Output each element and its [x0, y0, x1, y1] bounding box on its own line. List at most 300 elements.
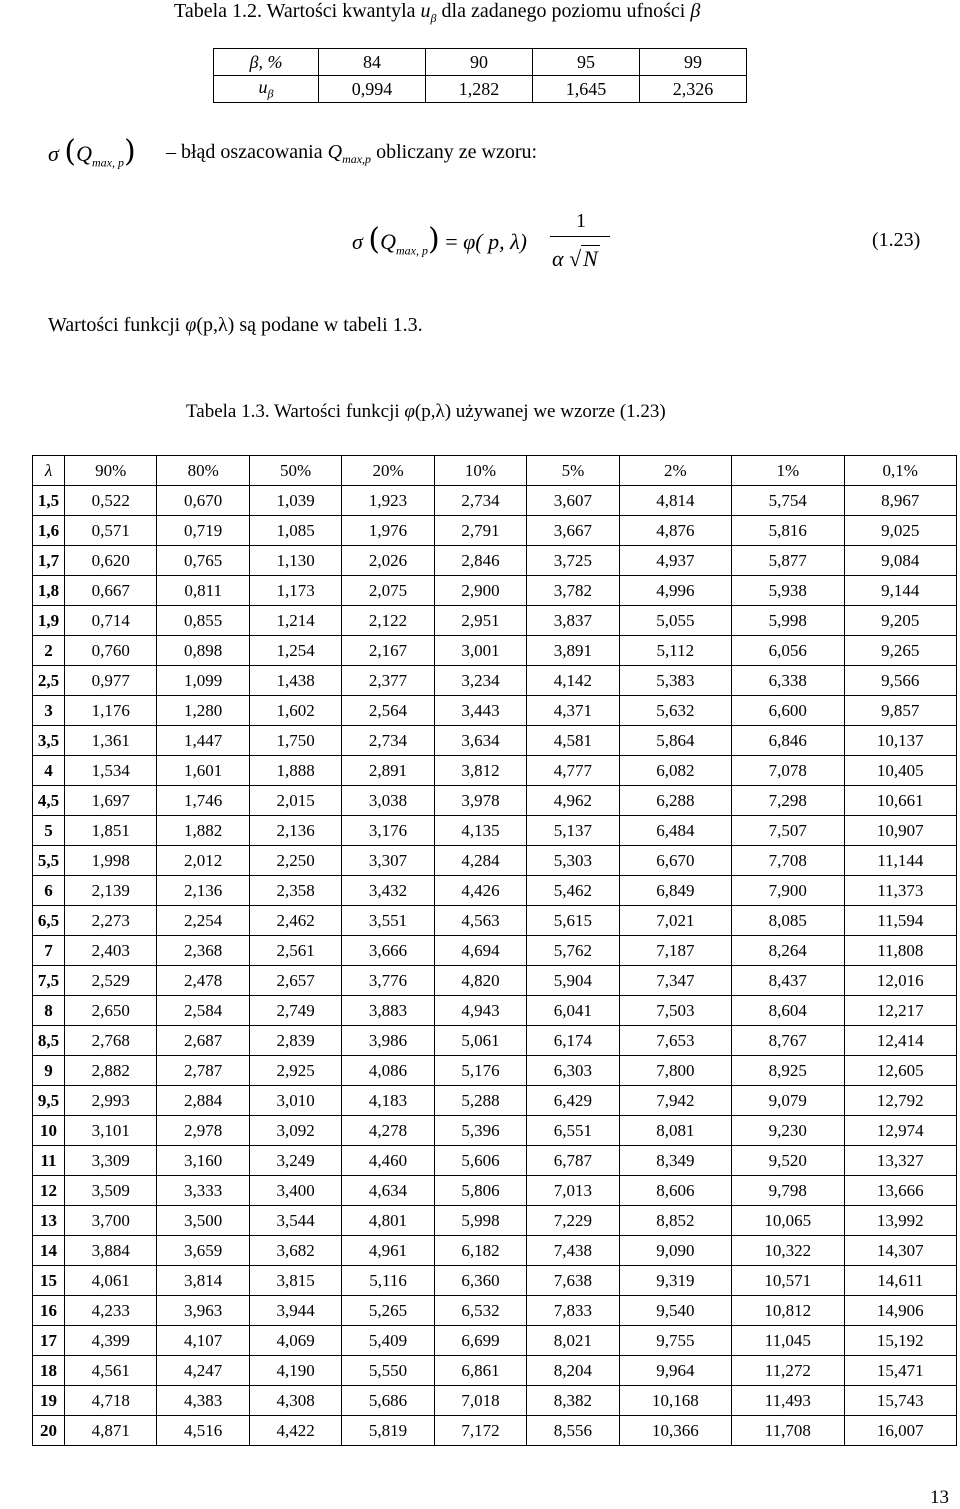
- table-row: [33, 756, 957, 786]
- table-cell: 9,265: [844, 636, 956, 666]
- table-cell: 4,086: [342, 1056, 434, 1086]
- u-symbol: u: [420, 0, 431, 22]
- table-cell: 7,942: [619, 1086, 731, 1116]
- table-cell: 4,876: [619, 516, 731, 546]
- column-header: 0,1%: [844, 456, 956, 486]
- table-cell: 3,986: [342, 1026, 434, 1056]
- table-cell: 3,891: [527, 636, 619, 666]
- table-cell: 13,666: [844, 1176, 956, 1206]
- table-cell: 1,602: [249, 696, 341, 726]
- lambda-cell: 11: [33, 1146, 65, 1176]
- table-row: [33, 576, 957, 606]
- table-cell: 2,900: [434, 576, 526, 606]
- lambda-cell: 10: [33, 1116, 65, 1146]
- table-cell: 1,447: [157, 726, 249, 756]
- table-cell: 4,069: [249, 1326, 341, 1356]
- table-cell: 0,855: [157, 606, 249, 636]
- table-cell: 10,065: [732, 1206, 844, 1236]
- table-cell: 14,906: [844, 1296, 956, 1326]
- lambda-cell: 2,5: [33, 666, 65, 696]
- table-cell: 10,366: [619, 1416, 731, 1446]
- table-cell: 9,964: [619, 1356, 731, 1386]
- table-cell: 1,746: [157, 786, 249, 816]
- beta-symbol: β: [690, 0, 701, 22]
- table-cell: 9,230: [732, 1116, 844, 1146]
- table-cell: 1,882: [157, 816, 249, 846]
- lambda-cell: 6,5: [33, 906, 65, 936]
- table-cell: 11,594: [844, 906, 956, 936]
- fraction-denominator: [552, 246, 600, 272]
- table-cell: 4,937: [619, 546, 731, 576]
- table-cell: 2,250: [249, 846, 341, 876]
- lambda-cell: 19: [33, 1386, 65, 1416]
- table-cell: 1,888: [249, 756, 341, 786]
- table-cell: 6,600: [732, 696, 844, 726]
- table-cell: 2,136: [249, 816, 341, 846]
- table-cell: 1,214: [249, 606, 341, 636]
- table-cell: 2,882: [65, 1056, 157, 1086]
- table-cell: 6,174: [527, 1026, 619, 1056]
- table-cell: 0,760: [65, 636, 157, 666]
- phi-symbol: φ: [185, 314, 197, 336]
- table-row: [33, 726, 957, 756]
- lambda-cell: 6: [33, 876, 65, 906]
- table-cell: 5,303: [527, 846, 619, 876]
- column-header: 90%: [65, 456, 157, 486]
- column-header: 20%: [342, 456, 434, 486]
- table-cell: 2,884: [157, 1086, 249, 1116]
- table-cell: 6,056: [732, 636, 844, 666]
- table-cell: 4,634: [342, 1176, 434, 1206]
- table-cell: 3,667: [527, 516, 619, 546]
- table-row: [33, 816, 957, 846]
- table-cell: 5,819: [342, 1416, 434, 1446]
- table-cell: 8,382: [527, 1386, 619, 1416]
- table-cell: 7,638: [527, 1266, 619, 1296]
- left-paren: (: [64, 134, 77, 169]
- table-cell: 13,327: [844, 1146, 956, 1176]
- table-cell: 4,460: [342, 1146, 434, 1176]
- table-cell: 1,173: [249, 576, 341, 606]
- caption-text-mid: dla zadanego poziomu ufności: [436, 0, 691, 22]
- table-cell: 2,564: [342, 696, 434, 726]
- table-cell: 5,061: [434, 1026, 526, 1056]
- table-cell: 1,438: [249, 666, 341, 696]
- lambda-cell: 4,5: [33, 786, 65, 816]
- table-cell: 5,806: [434, 1176, 526, 1206]
- table-cell: 4,247: [157, 1356, 249, 1386]
- table-cell: 9,205: [844, 606, 956, 636]
- table-cell: 1,099: [157, 666, 249, 696]
- table-cell: 2,273: [65, 906, 157, 936]
- q-subscript: max, p: [395, 243, 428, 258]
- lambda-cell: 9: [33, 1056, 65, 1086]
- table-cell: 9,540: [619, 1296, 731, 1326]
- table-cell: 4,961: [342, 1236, 434, 1266]
- table-cell: 11,493: [732, 1386, 844, 1416]
- q-subscript: max, p: [91, 155, 124, 170]
- table-cell: 3,307: [342, 846, 434, 876]
- table-cell: 8,081: [619, 1116, 731, 1146]
- table-cell: 7,900: [732, 876, 844, 906]
- table-cell: 12,974: [844, 1116, 956, 1146]
- column-header: 80%: [157, 456, 249, 486]
- table-row: [33, 636, 957, 666]
- table-cell: 4,801: [342, 1206, 434, 1236]
- table-row: [33, 666, 957, 696]
- table-cell: 99: [640, 49, 747, 76]
- table-cell: 2,993: [65, 1086, 157, 1116]
- table-cell: 6,532: [434, 1296, 526, 1326]
- lambda-cell: 5: [33, 816, 65, 846]
- column-header: 2%: [619, 456, 731, 486]
- table-cell: 2,075: [342, 576, 434, 606]
- table-cell: 2,561: [249, 936, 341, 966]
- table-cell: 4,278: [342, 1116, 434, 1146]
- table-cell: 10,168: [619, 1386, 731, 1416]
- table-cell: 3,700: [65, 1206, 157, 1236]
- table-cell: 7,507: [732, 816, 844, 846]
- table-cell: 6,484: [619, 816, 731, 846]
- table-row: [214, 76, 747, 103]
- table-cell: 0,719: [157, 516, 249, 546]
- table-cell: 1,750: [249, 726, 341, 756]
- equation-number: (1.23): [872, 229, 921, 251]
- row-label-beta: β, %: [214, 49, 319, 76]
- table-cell: 5,686: [342, 1386, 434, 1416]
- table-cell: 7,018: [434, 1386, 526, 1416]
- table-cell: 6,360: [434, 1266, 526, 1296]
- table-row: [33, 936, 957, 966]
- table-cell: 1,176: [65, 696, 157, 726]
- table-cell: 0,714: [65, 606, 157, 636]
- table-cell: 3,309: [65, 1146, 157, 1176]
- table-cell: 0,977: [65, 666, 157, 696]
- table-cell: 12,792: [844, 1086, 956, 1116]
- table-cell: 6,429: [527, 1086, 619, 1116]
- table-cell: 4,135: [434, 816, 526, 846]
- table-cell: 6,041: [527, 996, 619, 1026]
- table-cell: 8,556: [527, 1416, 619, 1446]
- table-cell: 7,021: [619, 906, 731, 936]
- table-cell: 8,767: [732, 1026, 844, 1056]
- table-cell: 14,611: [844, 1266, 956, 1296]
- table-cell: 4,233: [65, 1296, 157, 1326]
- table-cell: 3,101: [65, 1116, 157, 1146]
- table-cell: 4,561: [65, 1356, 157, 1386]
- table-cell: 0,670: [157, 486, 249, 516]
- table-cell: 2,925: [249, 1056, 341, 1086]
- table-cell: 2,734: [434, 486, 526, 516]
- table-cell: 5,462: [527, 876, 619, 906]
- table-cell: 7,833: [527, 1296, 619, 1326]
- table-cell: 5,055: [619, 606, 731, 636]
- table-cell: 5,877: [732, 546, 844, 576]
- lambda-cell: 3,5: [33, 726, 65, 756]
- table-cell: 1,601: [157, 756, 249, 786]
- column-header: 5%: [527, 456, 619, 486]
- table-cell: 4,943: [434, 996, 526, 1026]
- table-cell: 6,699: [434, 1326, 526, 1356]
- table-cell: 3,666: [342, 936, 434, 966]
- table-cell: 8,967: [844, 486, 956, 516]
- fraction-line: [550, 236, 610, 237]
- table-cell: 6,082: [619, 756, 731, 786]
- phi-note: [48, 314, 423, 337]
- table-cell: 2,846: [434, 546, 526, 576]
- table-cell: 5,550: [342, 1356, 434, 1386]
- sigma-symbol: σ: [352, 229, 363, 254]
- table-row: [33, 1326, 957, 1356]
- table-cell: 4,563: [434, 906, 526, 936]
- table-cell: 1,282: [426, 76, 533, 103]
- table-cell: 9,079: [732, 1086, 844, 1116]
- table-cell: 16,007: [844, 1416, 956, 1446]
- table-row: [33, 876, 957, 906]
- table-cell: 5,112: [619, 636, 731, 666]
- table-cell: 2,787: [157, 1056, 249, 1086]
- table-cell: 5,396: [434, 1116, 526, 1146]
- table-cell: 9,755: [619, 1326, 731, 1356]
- table-row: [33, 606, 957, 636]
- fraction-numerator: 1: [576, 210, 586, 232]
- table-cell: 2,749: [249, 996, 341, 1026]
- table-cell: 95: [533, 49, 640, 76]
- table-cell: 2,167: [342, 636, 434, 666]
- table-cell: 5,137: [527, 816, 619, 846]
- table-cell: 3,500: [157, 1206, 249, 1236]
- table-cell: 12,016: [844, 966, 956, 996]
- table-cell: 7,503: [619, 996, 731, 1026]
- table-cell: 3,400: [249, 1176, 341, 1206]
- table-cell: 1,697: [65, 786, 157, 816]
- table-cell: 8,349: [619, 1146, 731, 1176]
- lambda-cell: 16: [33, 1296, 65, 1326]
- column-header: 1%: [732, 456, 844, 486]
- lambda-cell: 1,8: [33, 576, 65, 606]
- table-cell: 3,001: [434, 636, 526, 666]
- table-cell: 7,078: [732, 756, 844, 786]
- table-cell: 1,085: [249, 516, 341, 546]
- table-cell: 4,399: [65, 1326, 157, 1356]
- table-cell: 2,891: [342, 756, 434, 786]
- table-cell: 5,383: [619, 666, 731, 696]
- column-header: 50%: [249, 456, 341, 486]
- table-cell: 5,606: [434, 1146, 526, 1176]
- table-row: [33, 516, 957, 546]
- table-row: [33, 1116, 957, 1146]
- table-cell: 0,765: [157, 546, 249, 576]
- lambda-cell: 18: [33, 1356, 65, 1386]
- table-cell: 9,520: [732, 1146, 844, 1176]
- lambda-cell: 14: [33, 1236, 65, 1266]
- table-row: [33, 846, 957, 876]
- lambda-cell: 1,9: [33, 606, 65, 636]
- phi-symbol: φ: [404, 401, 415, 422]
- table-cell: 2,839: [249, 1026, 341, 1056]
- table-cell: 9,090: [619, 1236, 731, 1266]
- lambda-cell: 12: [33, 1176, 65, 1206]
- table-cell: 4,962: [527, 786, 619, 816]
- table-cell: 8,204: [527, 1356, 619, 1386]
- table-cell: 2,478: [157, 966, 249, 996]
- table-cell: 6,670: [619, 846, 731, 876]
- table-cell: 9,025: [844, 516, 956, 546]
- table-cell: 6,551: [527, 1116, 619, 1146]
- table-cell: 2,734: [342, 726, 434, 756]
- table-cell: 0,522: [65, 486, 157, 516]
- table-cell: 4,284: [434, 846, 526, 876]
- lambda-cell: 5,5: [33, 846, 65, 876]
- table-row: [33, 1296, 957, 1326]
- table-cell: 7,708: [732, 846, 844, 876]
- table-cell: 3,883: [342, 996, 434, 1026]
- table-cell: 7,438: [527, 1236, 619, 1266]
- lambda-cell: 8: [33, 996, 65, 1026]
- table-cell: 1,039: [249, 486, 341, 516]
- table-cell: 4,422: [249, 1416, 341, 1446]
- table-cell: 6,849: [619, 876, 731, 906]
- table-cell: 12,217: [844, 996, 956, 1026]
- table-cell: 5,632: [619, 696, 731, 726]
- table-cell: 3,725: [527, 546, 619, 576]
- table-cell: 6,338: [732, 666, 844, 696]
- table-cell: 2,326: [640, 76, 747, 103]
- table-row: [33, 1386, 957, 1416]
- table-cell: 0,620: [65, 546, 157, 576]
- table-cell: 3,333: [157, 1176, 249, 1206]
- table-cell: 10,322: [732, 1236, 844, 1266]
- table-cell: 5,816: [732, 516, 844, 546]
- table-row: [33, 786, 957, 816]
- table-cell: 5,176: [434, 1056, 526, 1086]
- table-row: [33, 966, 957, 996]
- table-row: [33, 906, 957, 936]
- table-cell: 6,861: [434, 1356, 526, 1386]
- table-1-2-caption: [174, 0, 700, 26]
- table-cell: 9,084: [844, 546, 956, 576]
- table-cell: 5,998: [434, 1206, 526, 1236]
- table-cell: 7,347: [619, 966, 731, 996]
- table-cell: 0,571: [65, 516, 157, 546]
- table-cell: 3,160: [157, 1146, 249, 1176]
- table-cell: 11,708: [732, 1416, 844, 1446]
- table-cell: 9,566: [844, 666, 956, 696]
- table-cell: 3,884: [65, 1236, 157, 1266]
- table-cell: 3,782: [527, 576, 619, 606]
- right-paren: ): [123, 134, 136, 169]
- table-cell: 13,992: [844, 1206, 956, 1236]
- table-cell: 5,265: [342, 1296, 434, 1326]
- lambda-cell: 1,5: [33, 486, 65, 516]
- table-cell: 2,139: [65, 876, 157, 906]
- table-cell: 2,358: [249, 876, 341, 906]
- table-cell: 2,791: [434, 516, 526, 546]
- table-cell: 10,907: [844, 816, 956, 846]
- table-cell: 3,249: [249, 1146, 341, 1176]
- lambda-cell: 15: [33, 1266, 65, 1296]
- table-cell: 5,116: [342, 1266, 434, 1296]
- table-cell: 3,551: [342, 906, 434, 936]
- table-row: [33, 1416, 957, 1446]
- table-cell: 5,762: [527, 936, 619, 966]
- table-cell: 3,963: [157, 1296, 249, 1326]
- table-cell: 2,012: [157, 846, 249, 876]
- table-cell: 5,864: [619, 726, 731, 756]
- table-row: [33, 1146, 957, 1176]
- caption-text-end: używanej we wzorze (1.23): [451, 401, 666, 422]
- table-cell: 15,743: [844, 1386, 956, 1416]
- quantile-table: [213, 48, 747, 103]
- table-cell: 7,013: [527, 1176, 619, 1206]
- lambda-cell: 9,5: [33, 1086, 65, 1116]
- table-cell: 90: [426, 49, 533, 76]
- definition-text-end: obliczany ze wzoru:: [371, 141, 538, 163]
- table-cell: 4,142: [527, 666, 619, 696]
- table-cell: 6,303: [527, 1056, 619, 1086]
- sigma-definition-text: [166, 141, 537, 167]
- table-cell: 1,130: [249, 546, 341, 576]
- table-row: [214, 49, 747, 76]
- q-symbol: Q: [327, 141, 343, 163]
- row-label-u: [214, 76, 319, 103]
- phi-args: (p,λ): [414, 401, 452, 422]
- table-cell: 2,136: [157, 876, 249, 906]
- table-cell: 8,852: [619, 1206, 731, 1236]
- table-cell: 2,368: [157, 936, 249, 966]
- table-cell: 6,846: [732, 726, 844, 756]
- table-cell: 4,426: [434, 876, 526, 906]
- table-cell: 15,192: [844, 1326, 956, 1356]
- note-text: Wartości funkcji: [48, 314, 186, 336]
- phi-table-body: [33, 456, 957, 1446]
- table-cell: 1,923: [342, 486, 434, 516]
- table-cell: 3,814: [157, 1266, 249, 1296]
- column-header: 10%: [434, 456, 526, 486]
- table-cell: 7,187: [619, 936, 731, 966]
- table-cell: 84: [319, 49, 426, 76]
- equals-sign: =: [445, 229, 458, 254]
- table-cell: 3,607: [527, 486, 619, 516]
- table-cell: 2,650: [65, 996, 157, 1026]
- table-cell: 0,898: [157, 636, 249, 666]
- lambda-cell: 17: [33, 1326, 65, 1356]
- table-cell: 1,645: [533, 76, 640, 103]
- table-cell: 6,787: [527, 1146, 619, 1176]
- table-cell: 3,432: [342, 876, 434, 906]
- table-cell: 3,815: [249, 1266, 341, 1296]
- table-row: [33, 1266, 957, 1296]
- n-symbol: N: [583, 246, 598, 271]
- table-cell: 3,092: [249, 1116, 341, 1146]
- beta-subscript: β: [267, 86, 274, 101]
- table-cell: 3,812: [434, 756, 526, 786]
- table-cell: 2,529: [65, 966, 157, 996]
- table-cell: 4,061: [65, 1266, 157, 1296]
- table-cell: 3,038: [342, 786, 434, 816]
- table-cell: 7,229: [527, 1206, 619, 1236]
- table-cell: 2,122: [342, 606, 434, 636]
- caption-text: Tabela 1.3. Wartości funkcji: [186, 401, 405, 422]
- table-cell: 2,978: [157, 1116, 249, 1146]
- lambda-cell: 7,5: [33, 966, 65, 996]
- table-cell: 1,361: [65, 726, 157, 756]
- table-cell: 0,994: [319, 76, 426, 103]
- sigma-symbol: σ: [48, 141, 59, 166]
- table-cell: 1,534: [65, 756, 157, 786]
- page-number: 13: [930, 1487, 949, 1508]
- table-cell: 10,571: [732, 1266, 844, 1296]
